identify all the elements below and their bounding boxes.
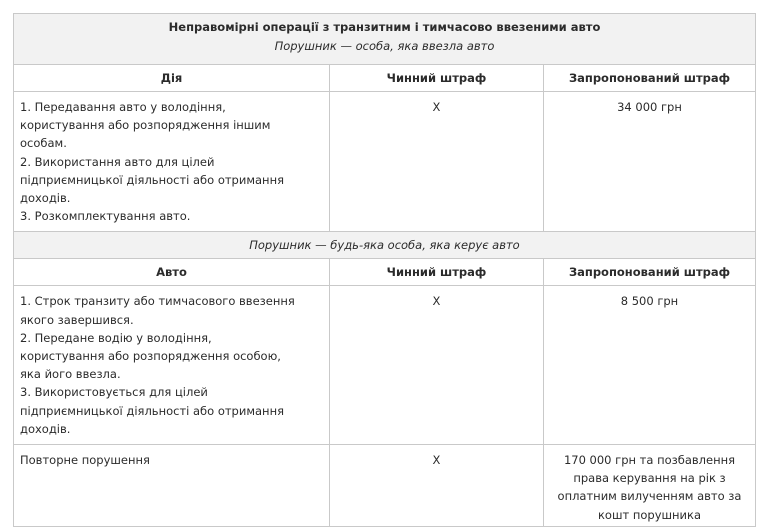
description-line: підприємницької діяльності або отримання: [20, 403, 285, 418]
description-line: 1. Передавання авто у володіння,: [20, 100, 226, 114]
column-header-action: Дія: [14, 65, 330, 92]
column-header-proposed-fine: Запропонований штраф: [544, 65, 756, 92]
proposed-fine-value: [544, 445, 756, 527]
description-line: користування або розпорядження іншим: [20, 118, 271, 133]
column-header-vehicle: Авто: [14, 259, 330, 286]
proposed-fine-line: кошт порушника: [597, 507, 702, 522]
proposed-fine-value: [544, 92, 756, 232]
fines-table: [13, 13, 756, 527]
column-header-current-fine: Чинний штраф: [330, 65, 544, 92]
current-fine-value: Х: [330, 92, 544, 232]
section2-title: Порушник — будь-яка особа, яка керує авто: [14, 232, 756, 259]
row-description: [14, 445, 330, 527]
table-row: [14, 92, 756, 232]
section2-header-row: [14, 259, 756, 286]
description-line: 1. Строк транзиту або тимчасового ввезення: [20, 294, 295, 309]
description-line: яка його ввезла.: [20, 367, 121, 382]
description-line: Повторне порушення: [20, 453, 150, 468]
description-line: 2. Передане водію у володіння,: [20, 330, 212, 345]
table-subtitle: Порушник — особа, яка ввезла авто: [274, 39, 495, 53]
description-line: користування або розпорядження особою,: [20, 349, 281, 364]
description-line: 2. Використання авто для цілей: [20, 154, 215, 169]
description-line: особам.: [20, 136, 67, 151]
description-line: 3. Розкомплектування авто.: [20, 209, 191, 224]
description-line: якого завершився.: [20, 312, 134, 327]
fines-table-wrapper: [13, 13, 756, 527]
row-description: [14, 92, 330, 232]
table-title: Неправомірні операції з транзитним і тимчасово ввезеними авто: [168, 20, 601, 34]
table-title-row: [14, 14, 756, 65]
description-line: доходів.: [20, 421, 71, 436]
proposed-fine-line: 8 500 грн: [620, 294, 679, 309]
proposed-fine-line: права керування на рік з: [573, 471, 726, 486]
column-header-proposed-fine: Запропонований штраф: [544, 259, 756, 286]
current-fine-value: Х: [330, 445, 544, 527]
row-description: [14, 286, 330, 445]
column-header-current-fine: Чинний штраф: [330, 259, 544, 286]
proposed-fine-line: 170 000 грн та позбавлення: [563, 453, 736, 468]
table-row: [14, 445, 756, 527]
proposed-fine-line: оплатним вилученням авто за: [557, 489, 742, 504]
proposed-fine-value: [544, 286, 756, 445]
current-fine-value: Х: [330, 286, 544, 445]
description-line: 3. Використовується для цілей: [20, 385, 208, 400]
section1-header-row: [14, 65, 756, 92]
description-line: підприємницької діяльності або отримання: [20, 172, 285, 187]
table-row: [14, 286, 756, 445]
description-line: доходів.: [20, 191, 71, 206]
table-title-cell: [14, 14, 756, 65]
proposed-fine-line: 34 000 грн: [617, 100, 682, 114]
section2-title-row: [14, 232, 756, 259]
